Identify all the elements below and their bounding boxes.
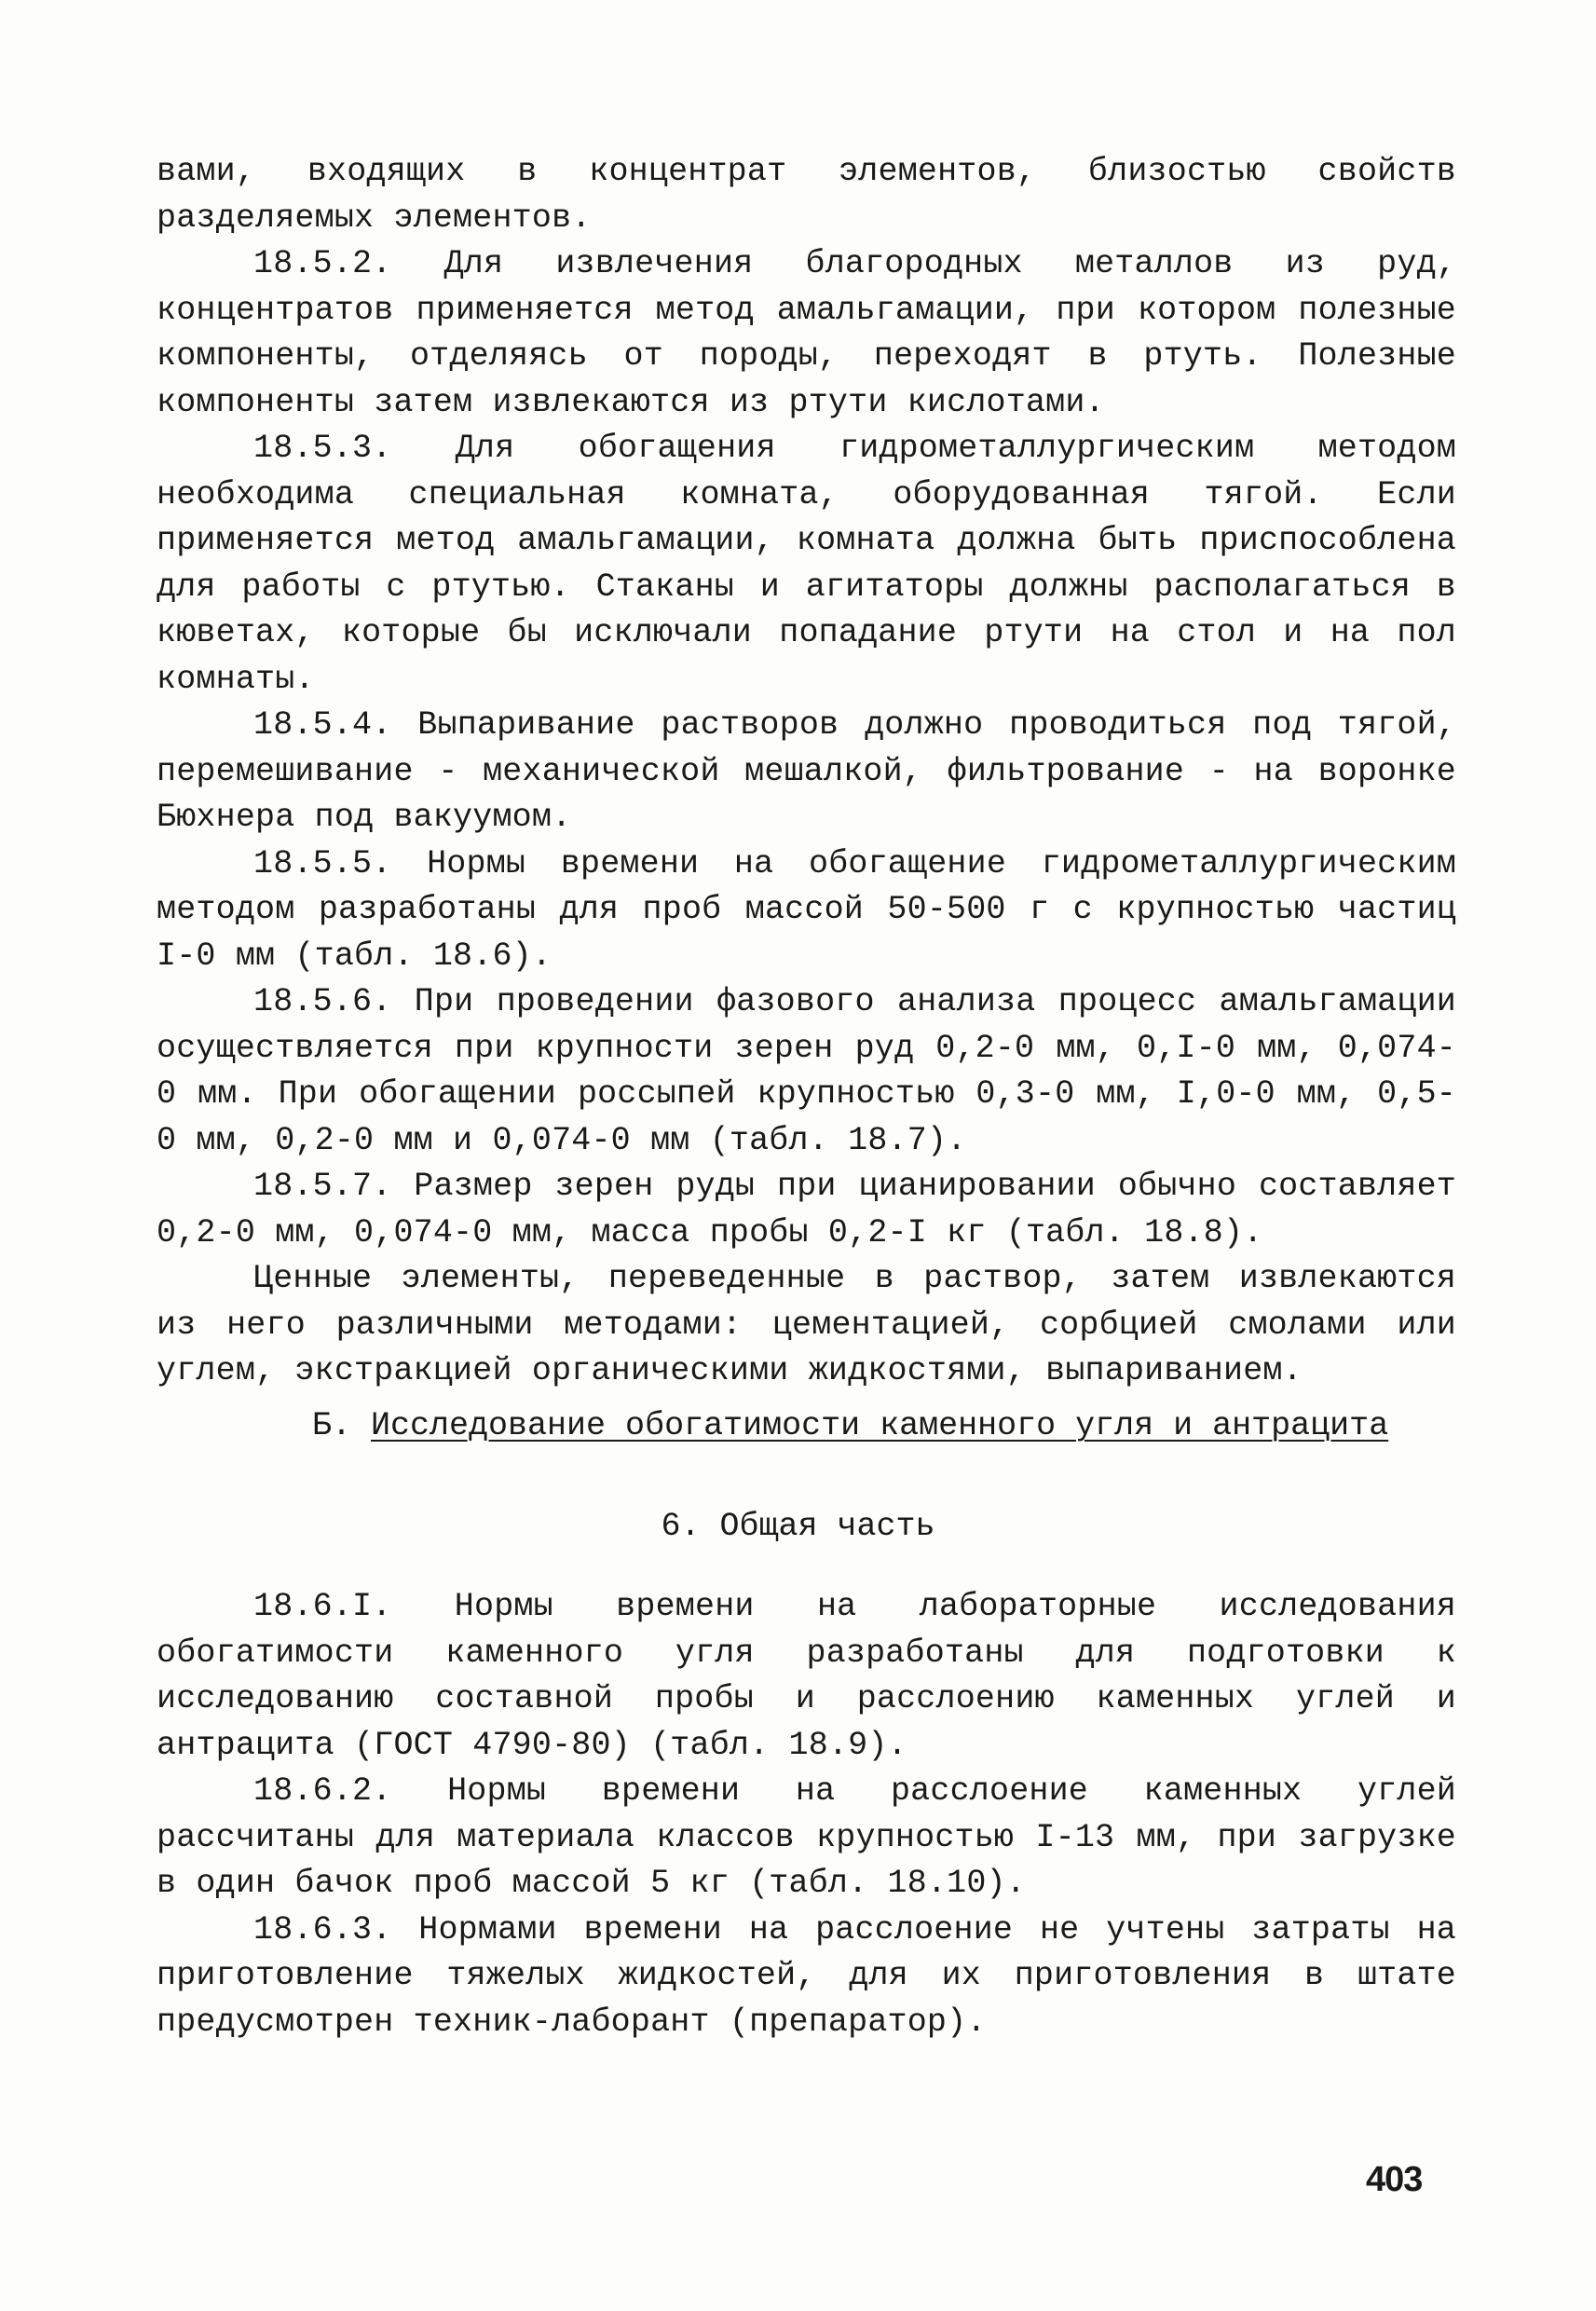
paragraph-valuable-elements: Ценные элементы, переведенные в раствор, затем извлекаются из него различными методами: цементацией, сорбцией смолами или углем, экстракцией органическими жидкостями, выпариванием. — [157, 1260, 1456, 1389]
paragraph-18-5-5: 18.5.5. Нормы времени на обогащение гидрометаллургическим методом разработаны для проб массой 50-500 г с крупностью частиц I-0 мм (табл. 18.6). — [157, 844, 1456, 975]
paragraph-18-5-3: 18.5.3. Для обогащения гидрометаллургическим методом необходима специальная комната, оборудованная тягой. Если применяется метод амальгамации, комната должна быть приспособлена для работы с ртутью. Стаканы и агитаторы должны располагаться в кюветах, которые бы исключали попадание ртути на стол и на пол комнаты. — [157, 430, 1456, 698]
section-heading-title: Исследование обогатимости каменного угля и антрацита — [371, 1407, 1389, 1444]
paragraph-18-6-2: 18.6.2. Нормы времени на расслоение каменных углей рассчитаны для материала классов крупностью I-13 мм, при загрузке в один бачок проб массой 5 кг (табл. 18.10). — [157, 1772, 1456, 1902]
body-text-block-2 — [157, 1584, 1456, 2045]
section-heading — [312, 1403, 1388, 1450]
subsection-heading: 6. Общая часть — [661, 1508, 935, 1545]
paragraph-18-5-6: 18.5.6. При проведении фазового анализа процесс амальгамации осуществляется при крупности зерен руд 0,2-0 мм, 0,I-0 мм, 0,074-0 мм. При обогащении россыпей крупностью 0,3-0 мм, I,0-0 мм, 0,5-0 мм, 0,2-0 мм и 0,074-0 мм (табл. 18.7). — [157, 983, 1456, 1159]
paragraph-18-6-3: 18.6.3. Нормами времени на расслоение не учтены затраты на приготовление тяжелых жидкостей, для их приготовления в штате предусмотрен техник-лаборант (препаратор). — [157, 1910, 1456, 2041]
paragraph-18-5-2: 18.5.2. Для извлечения благородных металлов из руд, концентратов применяется метод амальгамации, при котором полезные компоненты, отделяясь от породы, переходят в ртуть. Полезные компоненты затем извлекаются из ртути кислотами. — [157, 245, 1456, 421]
paragraph-18-6-1: 18.6.I. Нормы времени на лабораторные исследования обогатимости каменного угля разработаны для подготовки к исследованию составной пробы и расслоению каменных углей и антрацита (ГОСТ 4790-80) (табл. 18.9). — [157, 1588, 1456, 1764]
paragraph-continuation: вами, входящих в концентрат элементов, близостью свойств разделяемых элементов. — [157, 153, 1456, 237]
paragraph-18-5-7: 18.5.7. Размер зерен руды при цианировании обычно составляет 0,2-0 мм, 0,074-0 мм, масса пробы 0,2-I кг (табл. 18.8). — [157, 1168, 1456, 1251]
section-heading-prefix: Б. — [312, 1407, 372, 1444]
body-text-block-1 — [157, 149, 1456, 1395]
paragraph-18-5-4: 18.5.4. Выпаривание растворов должно проводиться под тягой, перемешивание - механической мешалкой, фильтрование - на воронке Бюхнера под вакуумом. — [157, 706, 1456, 836]
page-number: 403 — [1366, 2160, 1423, 2199]
